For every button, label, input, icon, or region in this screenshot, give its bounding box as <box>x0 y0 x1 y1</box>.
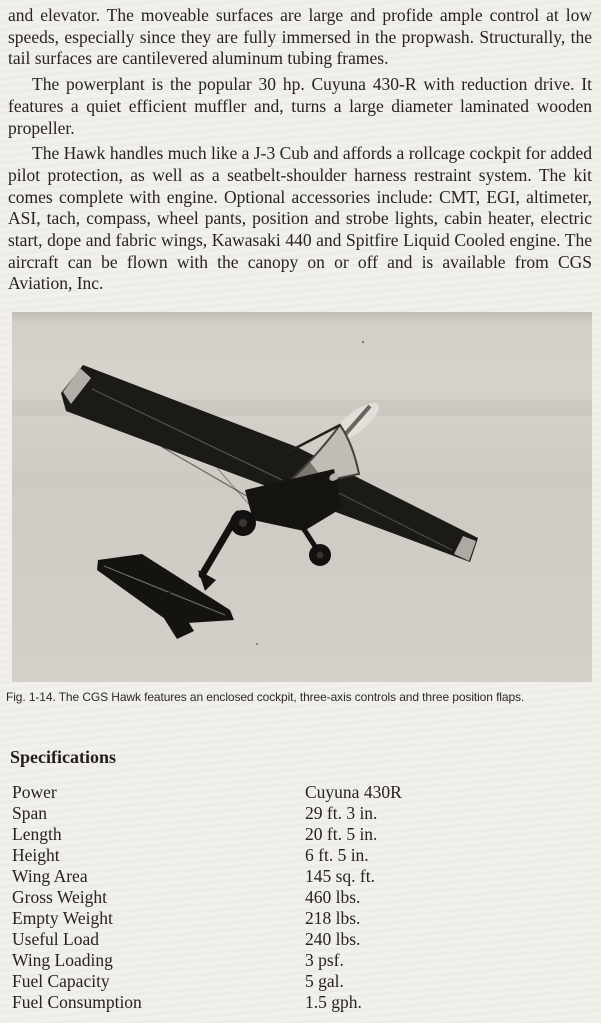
figure-photo <box>12 312 592 682</box>
figure-caption: Fig. 1-14. The CGS Hawk features an enclosed cockpit, three-axis controls and three position flaps. <box>6 690 525 705</box>
spec-row <box>12 782 601 803</box>
spec-value: 218 lbs. <box>305 908 361 929</box>
spec-row <box>12 803 601 824</box>
spec-label: Useful Load <box>12 929 99 950</box>
spec-value: 145 sq. ft. <box>305 866 375 887</box>
film-speck-2 <box>256 643 258 645</box>
spec-row <box>12 887 601 908</box>
spec-label: Span <box>12 803 47 824</box>
film-speck-1 <box>362 341 364 343</box>
paragraph-tail-surfaces: and elevator. The moveable surfaces are large and profide ample control at low speeds, especially since they are fully immersed in the propwash. Structurally, the tail surfaces are cantilevered aluminum tubing frames. <box>8 5 592 69</box>
spec-label: Fuel Capacity <box>12 971 110 992</box>
spec-value: 5 gal. <box>305 971 344 992</box>
spec-row <box>12 908 601 929</box>
spec-value: 460 lbs. <box>305 887 361 908</box>
spec-label: Empty Weight <box>12 908 113 929</box>
spec-value: 6 ft. 5 in. <box>305 845 369 866</box>
spec-row <box>12 824 601 845</box>
spec-value: Cuyuna 430R <box>305 782 402 803</box>
spec-row <box>12 866 601 887</box>
spec-label: Height <box>12 845 60 866</box>
spec-row <box>12 929 601 950</box>
spec-label: Power <box>12 782 57 803</box>
spec-value: 1.5 gph. <box>305 992 362 1013</box>
spec-row <box>12 845 601 866</box>
spec-label: Gross Weight <box>12 887 108 908</box>
specifications-heading: Specifications <box>10 747 116 768</box>
spec-label: Wing Area <box>12 866 88 887</box>
spec-row <box>12 950 601 971</box>
aircraft-photo <box>12 312 592 682</box>
paragraph-powerplant: The powerplant is the popular 30 hp. Cuyuna 430-R with reduction drive. It features a quiet efficient muffler and, turns a large diameter laminated wooden propeller. <box>8 74 592 138</box>
spec-row <box>12 992 601 1013</box>
specifications-table <box>12 782 601 1013</box>
spec-value: 20 ft. 5 in. <box>305 824 378 845</box>
spec-value: 3 psf. <box>305 950 344 971</box>
spec-label: Wing Loading <box>12 950 113 971</box>
left-wheel-hub <box>239 519 247 527</box>
body-text <box>0 0 601 295</box>
right-wheel-hub <box>317 552 324 559</box>
spec-row <box>12 971 601 992</box>
paragraph-handling: The Hawk handles much like a J-3 Cub and affords a rollcage cockpit for added pilot protection, as well as a seatbelt-shoulder harness restraint system. The kit comes complete with engine. Optional accessories include: CMT, EGI, altimeter, ASI, tach, compass, wheel pants, position and strobe lights, cabin heater, electric start, dope and fabric wings, Kawasaki 440 and Spitfire Liquid Cooled engine. The aircraft can be flown with the canopy on or off and is available from CGS Aviation, Inc. <box>8 143 592 294</box>
spec-value: 240 lbs. <box>305 929 361 950</box>
spec-label: Length <box>12 824 62 845</box>
spec-value: 29 ft. 3 in. <box>305 803 378 824</box>
spec-label: Fuel Consumption <box>12 992 142 1013</box>
